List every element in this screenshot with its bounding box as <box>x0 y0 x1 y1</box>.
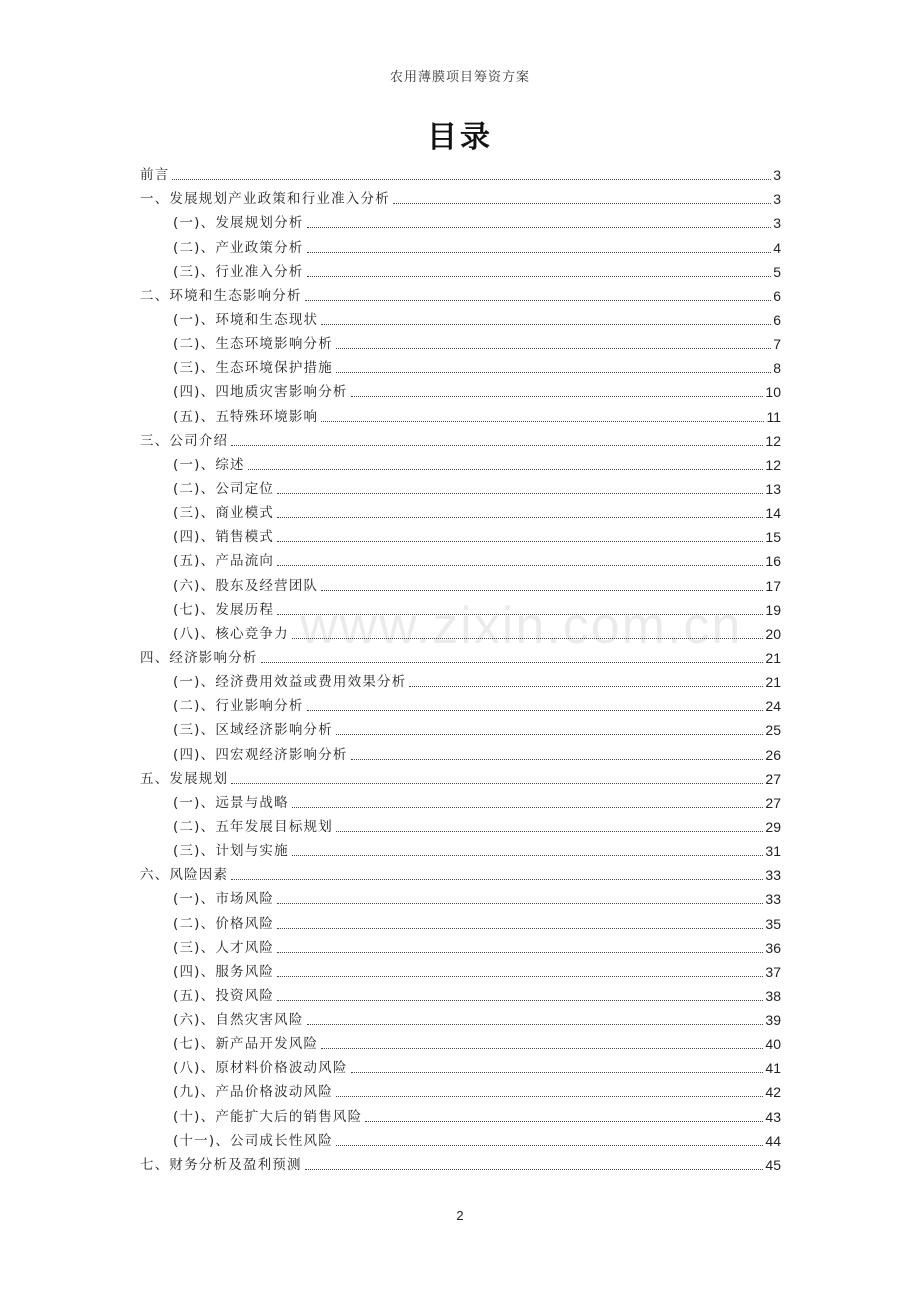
table-of-contents <box>140 160 781 1174</box>
toc-dot-leader <box>292 807 764 808</box>
toc-entry-label: (二)、行业影响分析 <box>173 698 304 715</box>
toc-entry[interactable] <box>140 401 781 425</box>
toc-entry-label: 七、财务分析及盈利预测 <box>140 1156 302 1173</box>
toc-entry[interactable] <box>140 691 781 715</box>
toc-entry[interactable] <box>140 764 781 788</box>
toc-entry-label: (三)、行业准入分析 <box>173 263 304 280</box>
toc-entry-page: 6 <box>773 287 781 304</box>
toc-entry-page: 20 <box>765 625 781 642</box>
toc-dot-leader <box>336 831 763 832</box>
toc-dot-leader <box>307 1024 764 1025</box>
toc-entry-label: (十)、产能扩大后的销售风险 <box>173 1108 363 1125</box>
toc-entry[interactable] <box>140 836 781 860</box>
toc-dot-leader <box>172 179 771 180</box>
toc-entry-label: (四)、销售模式 <box>173 529 275 546</box>
toc-entry-page: 10 <box>765 384 781 401</box>
toc-entry-page: 33 <box>765 867 781 884</box>
page-title: 目录 <box>427 120 493 155</box>
toc-dot-leader <box>231 445 763 446</box>
toc-dot-leader <box>277 1000 763 1001</box>
toc-entry[interactable] <box>140 498 781 522</box>
toc-entry[interactable] <box>140 305 781 329</box>
toc-entry-page: 7 <box>773 336 781 353</box>
toc-entry[interactable] <box>140 1150 781 1174</box>
toc-dot-leader <box>277 976 763 977</box>
toc-entry-label: (四)、四宏观经济影响分析 <box>173 746 348 763</box>
toc-dot-leader <box>305 300 771 301</box>
toc-dot-leader <box>307 227 771 228</box>
toc-entry[interactable] <box>140 281 781 305</box>
toc-entry[interactable] <box>140 788 781 812</box>
toc-entry-page: 3 <box>773 215 781 232</box>
toc-entry[interactable] <box>140 1126 781 1150</box>
toc-entry-page: 21 <box>765 649 781 666</box>
toc-dot-leader <box>393 203 771 204</box>
toc-entry-page: 27 <box>765 770 781 787</box>
toc-entry-label: (六)、自然灾害风险 <box>173 1012 304 1029</box>
toc-entry[interactable] <box>140 957 781 981</box>
toc-entry[interactable] <box>140 1077 781 1101</box>
toc-dot-leader <box>409 686 763 687</box>
toc-entry[interactable] <box>140 812 781 836</box>
toc-dot-leader <box>277 565 763 566</box>
toc-entry-label: (十一)、公司成长性风险 <box>173 1132 333 1149</box>
toc-entry-label: (一)、环境和生态现状 <box>173 311 319 328</box>
toc-entry-page: 24 <box>765 698 781 715</box>
toc-entry-page: 29 <box>765 818 781 835</box>
toc-entry-label: 二、环境和生态影响分析 <box>140 287 302 304</box>
toc-entry-page: 8 <box>773 360 781 377</box>
toc-entry-label: (一)、远景与战略 <box>173 794 289 811</box>
watermark: www.zixin.com.cn <box>300 597 743 655</box>
toc-entry-page: 25 <box>765 722 781 739</box>
toc-entry-label: (三)、计划与实施 <box>173 843 289 860</box>
toc-entry[interactable] <box>140 667 781 691</box>
page-number: 2 <box>456 1208 464 1223</box>
toc-dot-leader <box>231 879 763 880</box>
toc-dot-leader <box>336 1145 763 1146</box>
toc-entry[interactable] <box>140 522 781 546</box>
toc-entry[interactable] <box>140 257 781 281</box>
toc-entry[interactable] <box>140 353 781 377</box>
toc-entry-label: 一、发展规划产业政策和行业准入分析 <box>140 191 390 208</box>
toc-entry-label: (八)、原材料价格波动风险 <box>173 1060 348 1077</box>
toc-entry-page: 19 <box>765 601 781 618</box>
toc-entry-label: (二)、生态环境影响分析 <box>173 336 333 353</box>
toc-entry[interactable] <box>140 884 781 908</box>
toc-entry[interactable] <box>140 377 781 401</box>
toc-dot-leader <box>277 903 763 904</box>
toc-dot-leader <box>336 734 763 735</box>
toc-entry-label: 三、公司介绍 <box>140 432 229 449</box>
toc-entry[interactable] <box>140 474 781 498</box>
toc-dot-leader <box>351 759 764 760</box>
toc-entry-page: 3 <box>773 191 781 208</box>
running-header: 农用薄膜项目筹资方案 <box>389 70 530 85</box>
toc-entry-label: (八)、核心竞争力 <box>173 625 289 642</box>
toc-entry[interactable] <box>140 1005 781 1029</box>
toc-entry[interactable] <box>140 1101 781 1125</box>
toc-entry[interactable] <box>140 450 781 474</box>
toc-entry-page: 17 <box>765 577 781 594</box>
toc-entry-label: (九)、产品价格波动风险 <box>173 1084 333 1101</box>
toc-entry-page: 6 <box>773 311 781 328</box>
toc-entry-page: 12 <box>765 456 781 473</box>
toc-entry-label: 四、经济影响分析 <box>140 649 258 666</box>
toc-entry-label: (一)、发展规划分析 <box>173 215 304 232</box>
toc-entry-label: (五)、产品流向 <box>173 553 275 570</box>
toc-entry[interactable] <box>140 570 781 594</box>
toc-entry[interactable] <box>140 1029 781 1053</box>
toc-entry[interactable] <box>140 739 781 763</box>
toc-entry-label: (三)、人才风险 <box>173 939 275 956</box>
toc-entry-label: (二)、公司定位 <box>173 480 275 497</box>
toc-entry-page: 5 <box>773 263 781 280</box>
toc-dot-leader <box>351 396 764 397</box>
toc-entry-page: 21 <box>765 674 781 691</box>
toc-entry-label: (五)、投资风险 <box>173 987 275 1004</box>
toc-entry-page: 16 <box>765 553 781 570</box>
toc-entry-label: 前言 <box>140 167 170 184</box>
toc-dot-leader <box>321 421 764 422</box>
toc-dot-leader <box>336 372 771 373</box>
toc-dot-leader <box>305 1169 764 1170</box>
toc-entry-page: 37 <box>765 963 781 980</box>
toc-entry[interactable] <box>140 426 781 450</box>
toc-dot-leader <box>277 517 763 518</box>
toc-dot-leader <box>277 493 763 494</box>
toc-entry[interactable] <box>140 232 781 256</box>
toc-entry-page: 45 <box>765 1156 781 1173</box>
toc-dot-leader <box>321 324 771 325</box>
toc-entry[interactable] <box>140 160 781 184</box>
toc-entry[interactable] <box>140 184 781 208</box>
toc-entry-page: 43 <box>765 1108 781 1125</box>
toc-entry-label: (三)、区域经济影响分析 <box>173 722 333 739</box>
toc-entry-page: 44 <box>765 1132 781 1149</box>
toc-entry-page: 36 <box>765 939 781 956</box>
toc-entry-label: (三)、商业模式 <box>173 505 275 522</box>
toc-entry[interactable] <box>140 981 781 1005</box>
toc-entry-page: 38 <box>765 987 781 1004</box>
toc-dot-leader <box>248 469 764 470</box>
toc-entry[interactable] <box>140 546 781 570</box>
toc-dot-leader <box>336 1096 763 1097</box>
toc-dot-leader <box>307 276 771 277</box>
toc-entry-label: (七)、发展历程 <box>173 601 275 618</box>
toc-entry-page: 35 <box>765 915 781 932</box>
toc-dot-leader <box>277 952 763 953</box>
toc-entry-page: 42 <box>765 1084 781 1101</box>
toc-entry-label: (三)、生态环境保护措施 <box>173 360 333 377</box>
toc-entry-page: 41 <box>765 1060 781 1077</box>
toc-entry-label: (七)、新产品开发风险 <box>173 1036 319 1053</box>
toc-entry-label: (四)、四地质灾害影响分析 <box>173 384 348 401</box>
toc-entry[interactable] <box>140 908 781 932</box>
toc-entry-page: 13 <box>765 480 781 497</box>
toc-dot-leader <box>321 1048 763 1049</box>
toc-dot-leader <box>277 928 763 929</box>
toc-entry-page: 3 <box>773 167 781 184</box>
toc-entry-page: 4 <box>773 239 781 256</box>
toc-entry-label: (二)、五年发展目标规划 <box>173 818 333 835</box>
toc-entry-label: 六、风险因素 <box>140 867 229 884</box>
toc-entry-page: 40 <box>765 1036 781 1053</box>
toc-entry-page: 12 <box>765 432 781 449</box>
toc-entry-page: 14 <box>765 505 781 522</box>
toc-entry-page: 15 <box>765 529 781 546</box>
toc-entry[interactable] <box>140 329 781 353</box>
toc-entry-page: 26 <box>765 746 781 763</box>
toc-entry-label: (一)、市场风险 <box>173 891 275 908</box>
toc-entry-label: 五、发展规划 <box>140 770 229 787</box>
toc-entry[interactable] <box>140 715 781 739</box>
toc-dot-leader <box>336 348 771 349</box>
toc-entry-label: (二)、产业政策分析 <box>173 239 304 256</box>
toc-entry-label: (一)、经济费用效益或费用效果分析 <box>173 674 407 691</box>
toc-entry-label: (四)、服务风险 <box>173 963 275 980</box>
toc-dot-leader <box>292 855 764 856</box>
toc-entry[interactable] <box>140 208 781 232</box>
toc-entry[interactable] <box>140 1053 781 1077</box>
toc-dot-leader <box>351 1072 764 1073</box>
toc-dot-leader <box>231 783 763 784</box>
toc-dot-leader <box>277 541 763 542</box>
toc-dot-leader <box>321 590 763 591</box>
toc-entry-page: 11 <box>766 408 781 425</box>
toc-entry-page: 33 <box>765 891 781 908</box>
toc-dot-leader <box>261 662 764 663</box>
toc-entry-page: 31 <box>765 843 781 860</box>
toc-entry-label: (五)、五特殊环境影响 <box>173 408 319 425</box>
toc-dot-leader <box>307 710 764 711</box>
toc-entry-label: (二)、价格风险 <box>173 915 275 932</box>
toc-entry-label: (一)、综述 <box>173 456 245 473</box>
toc-dot-leader <box>365 1121 763 1122</box>
toc-entry[interactable] <box>140 860 781 884</box>
toc-entry-page: 27 <box>765 794 781 811</box>
toc-entry[interactable] <box>140 933 781 957</box>
toc-entry-label: (六)、股东及经营团队 <box>173 577 319 594</box>
toc-dot-leader <box>307 252 771 253</box>
toc-entry-page: 39 <box>765 1012 781 1029</box>
